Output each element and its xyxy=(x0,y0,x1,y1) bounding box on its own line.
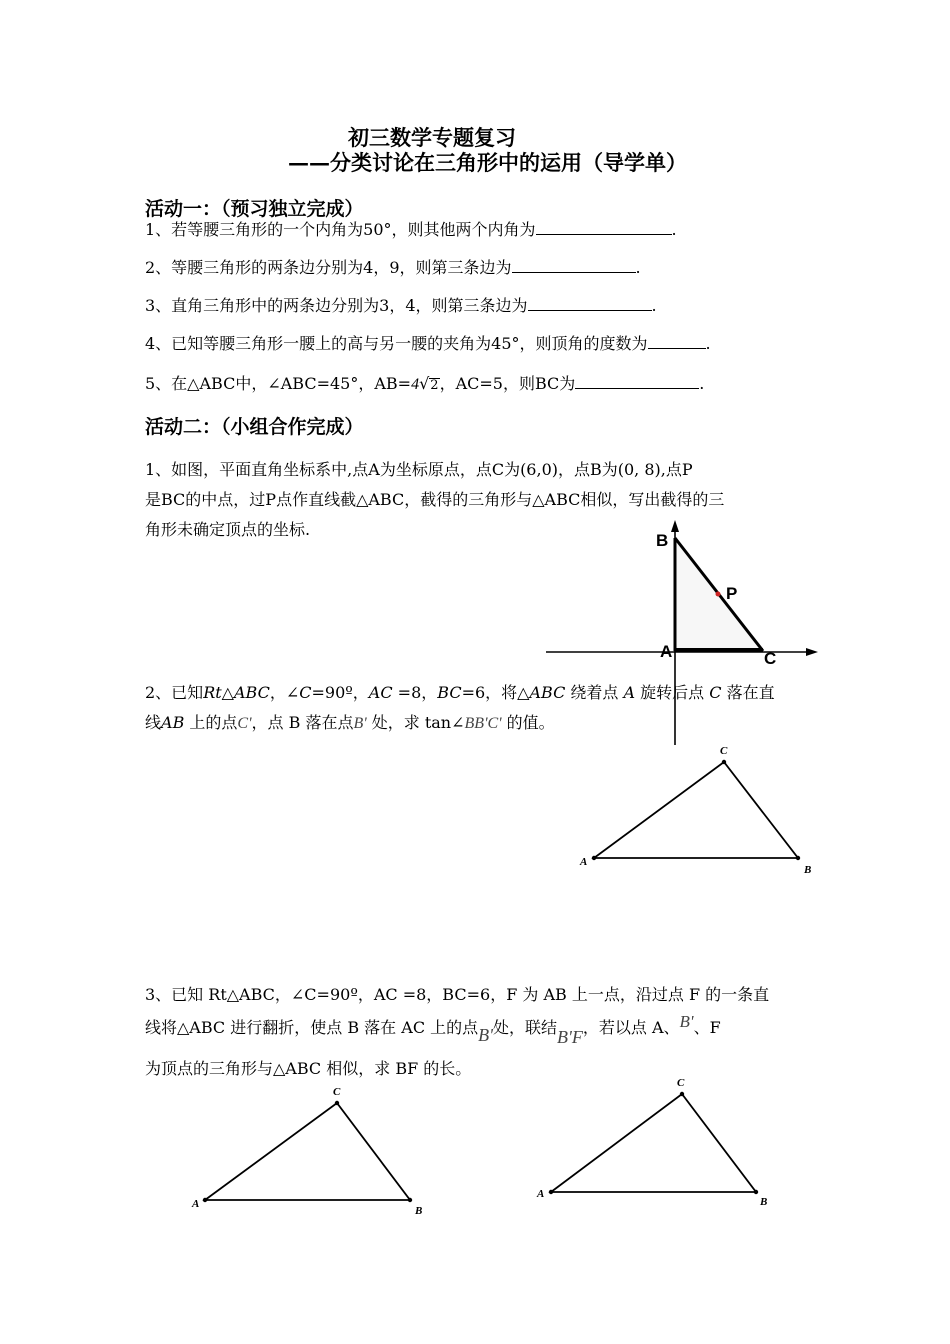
p3-line2-d: B'F xyxy=(557,1027,583,1047)
question-4-end: . xyxy=(705,334,711,353)
p2-line2-b: AB xyxy=(161,713,185,732)
question-3-end: . xyxy=(651,296,657,315)
fig1-label-c: C xyxy=(764,649,777,668)
problem-1-line2: 是BC的中点，过P点作直线截△ABC，截得的三角形与△ABC相似，写出截得的三 xyxy=(145,490,725,509)
p2-line2-h: BB'C' xyxy=(464,715,502,732)
fig4-label-c: C xyxy=(677,1077,685,1089)
fig1-label-b: B xyxy=(656,531,669,550)
fig4-point-b xyxy=(754,1190,758,1194)
p2-seg-e: =90º， xyxy=(311,683,369,702)
question-5-end: . xyxy=(699,374,705,393)
fig3-label-c: C xyxy=(333,1086,341,1098)
p2-seg-b: Rt△ABC xyxy=(203,683,270,702)
p2-line2-i: 的值。 xyxy=(501,713,555,732)
p3-line2-a: 线将△ABC 进行翻折，使点 B 落在 AC 上的点 xyxy=(145,1018,479,1037)
question-2-text: 2、等腰三角形的两条边分别为4，9，则第三条边为 xyxy=(145,258,512,277)
p2-line2-a: 线 xyxy=(145,713,162,732)
question-2-end: . xyxy=(635,258,641,277)
fig4-point-a xyxy=(549,1190,553,1194)
radical-coef: 4 xyxy=(411,376,420,393)
p2-seg-i: =6，将△ xyxy=(461,683,530,702)
p2-seg-c: ，∠ xyxy=(269,683,300,702)
fig2-label-b: B xyxy=(804,864,812,876)
fig3-triangle-abc xyxy=(205,1103,410,1200)
activity1-heading: 活动一：（预习独立完成） xyxy=(145,198,364,220)
p3-line2-g: 、F xyxy=(693,1018,721,1037)
fig3-point-c xyxy=(335,1101,339,1105)
sqrt-sign: √ xyxy=(419,374,430,393)
p3-line2-e: ，若以点 A、 xyxy=(582,1018,680,1037)
fig4-label-a: A xyxy=(537,1188,545,1200)
question-5-post: ，AC=5，则BC为 xyxy=(439,374,576,393)
p2-line2-g: 处，求 tan∠ xyxy=(366,713,465,732)
fig3-point-b xyxy=(408,1198,412,1202)
p2-line2-f: B' xyxy=(353,715,367,732)
fig3-label-a: A xyxy=(192,1198,200,1210)
p3-line2-b: B' xyxy=(478,1025,494,1045)
problem-1-line1: 1、如图，平面直角坐标系中,点A为坐标原点，点C为(6,0)，点B为(0, 8),点P xyxy=(145,460,693,479)
page-subtitle: ——分类讨论在三角形中的运用（导学单） xyxy=(288,150,687,175)
fig1-label-a: A xyxy=(660,642,673,661)
question-1-end: . xyxy=(671,220,677,239)
p3-line1: 3、已知 Rt△ABC，∠C=90º，AC =8，BC=6，F 为 AB 上一点，沿过点 F 的一条直 xyxy=(145,985,770,1004)
question-1-text: 1、若等腰三角形的一个内角为50°，则其他两个内角为 xyxy=(145,220,536,239)
p2-seg-j: ABC xyxy=(529,683,566,702)
p3-line2-c: 处，联结 xyxy=(493,1018,558,1037)
p2-line2-d: C' xyxy=(237,715,252,732)
question-4-text: 4、已知等腰三角形一腰上的高与另一腰的夹角为45°，则顶角的度数为 xyxy=(145,334,648,353)
p2-seg-f: AC xyxy=(368,683,393,702)
p2-seg-h: BC xyxy=(437,683,462,702)
fig4-point-c xyxy=(680,1092,684,1096)
fig1-label-p: P xyxy=(726,584,738,603)
p3-line2-f: B' xyxy=(679,1012,694,1031)
problem-1-line3: 角形未确定顶点的坐标. xyxy=(145,520,311,539)
radicand: 2 xyxy=(430,378,439,393)
p2-seg-m: 旋转后点 xyxy=(635,683,710,702)
question-5-pre: 5、在△ABC中，∠ABC=45°，AB= xyxy=(145,374,412,393)
p2-seg-d: C xyxy=(299,683,312,702)
p2-seg-l: A xyxy=(623,683,636,702)
p2-seg-k: 绕着点 xyxy=(565,683,624,702)
p2-seg-a: 2、已知 xyxy=(145,683,204,702)
activity2-heading: 活动二：（小组合作完成） xyxy=(145,416,364,438)
p2-seg-n: C xyxy=(709,683,722,702)
p2-seg-o: 落在直 xyxy=(721,683,775,702)
fig3-label-b: B xyxy=(415,1205,423,1217)
question-3-text: 3、直角三角形中的两条边分别为3，4，则第三条边为 xyxy=(145,296,528,315)
page-title: 初三数学专题复习 xyxy=(348,125,516,150)
fig2-label-c: C xyxy=(720,745,728,757)
p2-line2-e: ，点 B 落在点 xyxy=(251,713,354,732)
fig3-point-a xyxy=(203,1198,207,1202)
p3-line3: 为顶点的三角形与△ABC 相似，求 BF 的长。 xyxy=(145,1059,472,1078)
fig4-label-b: B xyxy=(760,1196,768,1208)
p2-seg-g: =8， xyxy=(392,683,438,702)
fig4-triangle-abc xyxy=(551,1094,756,1192)
p2-line2-c: 上的点 xyxy=(184,713,238,732)
fig2-label-a: A xyxy=(580,856,588,868)
